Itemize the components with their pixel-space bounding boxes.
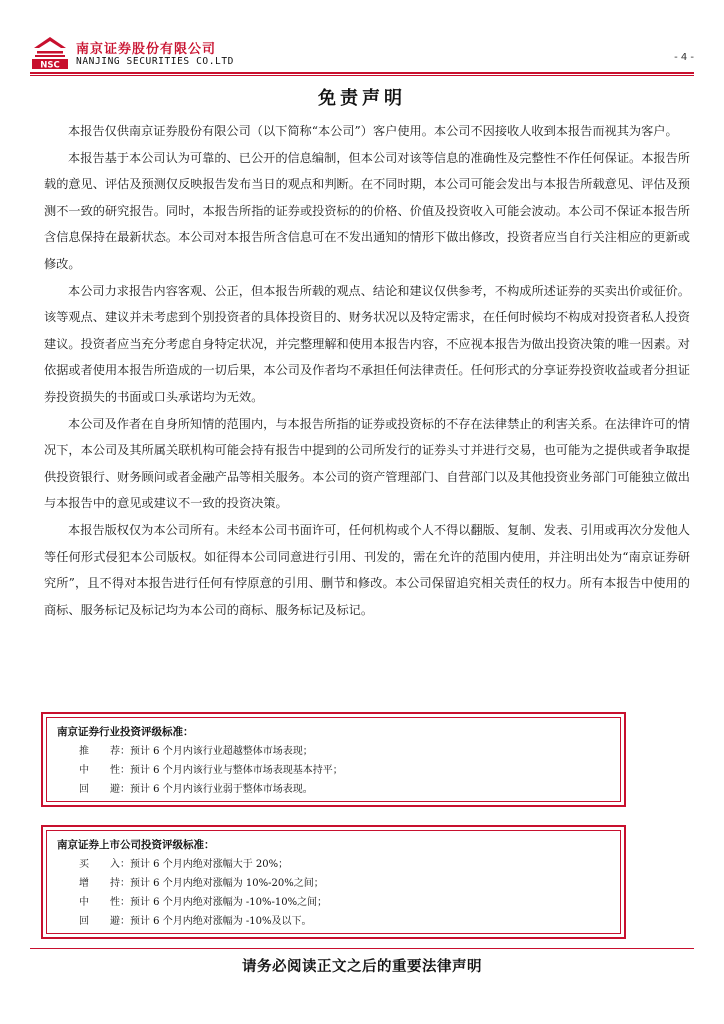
- rating-label: 回避: [79, 916, 120, 927]
- header-divider-thin: [30, 75, 694, 76]
- rating-label: 中性: [79, 897, 120, 908]
- rating-desc: 预计 6 个月内绝对涨幅为 -10%-10%之间；: [130, 897, 328, 908]
- rating-desc: 预计 6 个月内绝对涨幅为 10%-20%之间；: [130, 878, 324, 889]
- company-rating-box: [41, 825, 626, 939]
- rating-label: 买入: [79, 859, 120, 870]
- rating-label: 增持: [79, 878, 120, 889]
- footer-legal-note: 请务必阅读正文之后的重要法律声明: [242, 959, 482, 975]
- page-title: 免责声明: [318, 88, 406, 109]
- paragraph: 本报告基于本公司认为可靠的、已公开的信息编制，但本公司对该等信息的准确性及完整性不作任何保证。本报告所载的意见、评估及预测仅反映报告发布当日的观点和判断。在不同时期，本公司可能会发出与本报告所载意见、评估及预测不一致的研究报告。同时，本报告所指的证券或投资标的的价格、价值及投资收入可能会波动。本公司不保证本报告所含信息保持在最新状态。本公司对本报告所含信息可在不发出通知的情形下做出修改，投资者应当自行关注相应的更新或修改。: [44, 150, 690, 271]
- page-header: [30, 34, 694, 74]
- rating-row: 推荐 ： 预计 6 个月内该行业超越整体市场表现；: [57, 742, 610, 761]
- page-number: - 4 -: [674, 52, 694, 63]
- paragraph: 本公司及作者在自身所知情的范围内，与本报告所指的证券或投资标的不存在法律禁止的利害关系。在法律许可的情况下，本公司及其所属关联机构可能会持有报告中提到的公司所发行的证券头寸并进行交易，也可能为之提供或者争取提供投资银行、财务顾问或者金融产品等相关服务。本公司的资产管理部门、自营部门以及其他投资业务部门可能独立做出与本报告中的意见或建议不一致的投资决策。: [44, 416, 690, 511]
- rating-row: 增持 ： 预计 6 个月内绝对涨幅为 10%-20%之间；: [57, 874, 610, 893]
- rating-row: 中性 ： 预计 6 个月内该行业与整体市场表现基本持平；: [57, 761, 610, 780]
- rating-row: 买入 ： 预计 6 个月内绝对涨幅大于 20%；: [57, 855, 610, 874]
- rating-desc: 预计 6 个月内该行业弱于整体市场表现。: [130, 784, 313, 795]
- rating-label: 回避: [79, 784, 120, 795]
- industry-rating-box: [41, 712, 626, 807]
- rating-desc: 预计 6 个月内该行业与整体市场表现基本持平；: [130, 765, 343, 776]
- nsc-logo-icon: [30, 34, 70, 70]
- logo-text: NSC: [40, 60, 60, 70]
- rating-desc: 预计 6 个月内绝对涨幅为 -10%及以下。: [130, 916, 312, 927]
- rating-label: 推荐: [79, 746, 120, 757]
- footer-divider: [30, 948, 694, 949]
- paragraph: 本公司力求报告内容客观、公正，但本报告所载的观点、结论和建议仅供参考，不构成所述证券的买卖出价或征价。该等观点、建议并未考虑到个别投资者的具体投资目的、财务状况以及特定需求，在任何时候均不构成对投资者私人投资建议。投资者应当充分考虑自身特定状况，并完整理解和使用本报告内容，不应视本报告为做出投资决策的唯一因素。对依据或者使用本报告所造成的一切后果，本公司及作者均不承担任何法律责任。任何形式的分享证券投资收益或者分担证券投资损失的书面或口头承诺均为无效。: [44, 283, 690, 404]
- company-rating-title: 南京证券上市公司投资评级标准：: [57, 839, 215, 851]
- header-divider: [30, 72, 694, 74]
- rating-desc: 预计 6 个月内绝对涨幅大于 20%；: [130, 859, 289, 870]
- disclaimer-body: [44, 118, 690, 623]
- rating-label: 中性: [79, 765, 120, 776]
- company-name-cn: 南京证券股份有限公司: [76, 42, 217, 57]
- paragraph: 本报告版权仅为本公司所有。未经本公司书面许可，任何机构或个人不得以翻版、复制、发表、引用或再次分发他人等任何形式侵犯本公司版权。如征得本公司同意进行引用、刊发的，需在允许的范围内使用，并注明出处为“南京证券研究所”，且不得对本报告进行任何有悖原意的引用、删节和修改。本公司保留追究相关责任的权力。所有本报告中使用的商标、服务标记及标记均为本公司的商标、服务标记及标记。: [44, 522, 690, 617]
- rating-desc: 预计 6 个月内该行业超越整体市场表现；: [130, 746, 313, 757]
- company-name-en: NANJING SECURITIES CO.LTD: [76, 56, 234, 67]
- industry-rating-title: 南京证券行业投资评级标准：: [57, 726, 194, 738]
- rating-row: 中性 ： 预计 6 个月内绝对涨幅为 -10%-10%之间；: [57, 893, 610, 912]
- paragraph: 本报告仅供南京证券股份有限公司（以下简称“本公司”）客户使用。本公司不因接收人收到本报告而视其为客户。: [68, 124, 678, 138]
- rating-row: 回避 ： 预计 6 个月内该行业弱于整体市场表现。: [57, 780, 610, 799]
- rating-row: 回避 ： 预计 6 个月内绝对涨幅为 -10%及以下。: [57, 912, 610, 931]
